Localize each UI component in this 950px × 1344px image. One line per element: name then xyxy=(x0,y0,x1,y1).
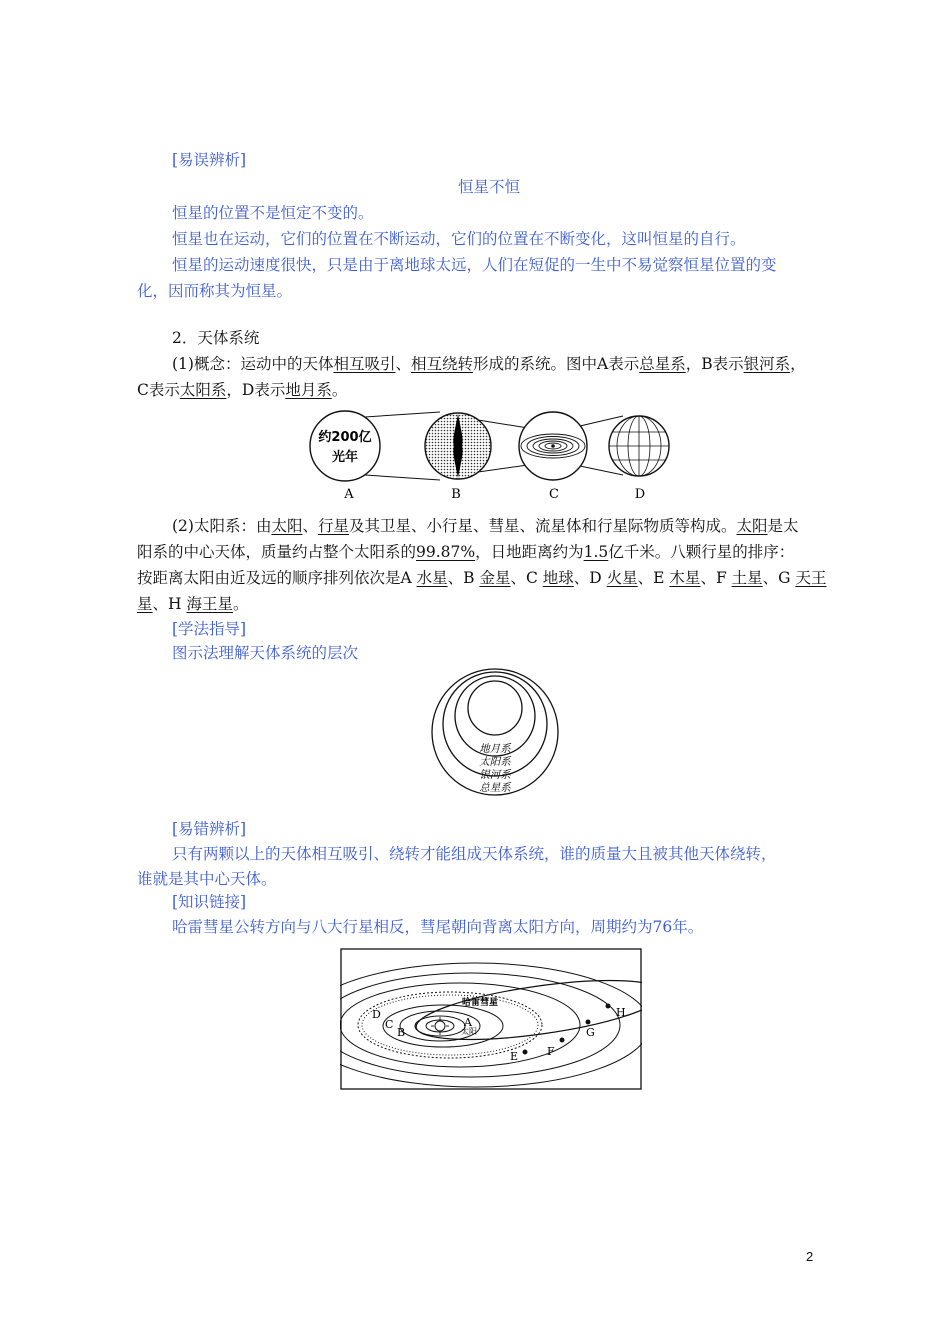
circle-a xyxy=(310,411,380,481)
text: 、 xyxy=(302,517,318,535)
text: (2)太阳系：由 xyxy=(172,517,272,535)
paragraph-line: 恒星也在运动，它们的位置在不断运动，它们的位置在不断变化，这叫恒星的自行。 xyxy=(172,230,746,248)
planet-letter-g: G xyxy=(586,1026,595,1039)
paragraph-line: 哈雷彗星公转方向与八大行星相反，彗尾朝向背离太阳方向，周期约为76年。 xyxy=(172,918,704,936)
fig2-label-2: 太阳系 xyxy=(479,756,511,768)
solar-line-1 xyxy=(172,514,799,536)
sun-icon xyxy=(435,1021,445,1031)
planet-letter-f: F xyxy=(547,1045,555,1058)
answer: 银河系 xyxy=(743,355,791,373)
fig1-letter-d: D xyxy=(634,487,646,502)
fig2-label-4: 总星系 xyxy=(479,782,511,794)
answer: 火星 xyxy=(606,569,638,587)
text: ， xyxy=(790,355,806,373)
planet-letter-b: B xyxy=(397,1026,406,1039)
text: ，D表示 xyxy=(226,381,286,399)
text: 、F xyxy=(700,569,732,587)
paragraph-line: 图示法理解天体系统的层次 xyxy=(172,644,359,662)
bracket-heading-1: [易误辨析] xyxy=(172,151,247,169)
answer: 海王星 xyxy=(186,595,233,613)
section-heading: 2．天体系统 xyxy=(172,329,260,347)
text: ，日地距离约为 xyxy=(475,543,584,561)
celestial-system-figure xyxy=(305,405,675,507)
bracket-heading-2: [学法指导] xyxy=(172,620,247,638)
text: 、E xyxy=(637,569,670,587)
planet-letter-h: H xyxy=(616,1006,626,1019)
answer: 相互吸引 xyxy=(333,355,396,373)
text: 、H xyxy=(152,595,187,613)
bracket-heading-3: [易错辨析] xyxy=(172,820,247,838)
solar-line-4 xyxy=(137,592,249,614)
connector xyxy=(365,475,440,480)
fig1-letter-c: C xyxy=(549,487,559,502)
answer: 星 xyxy=(137,595,153,613)
answer: 地月系 xyxy=(285,381,332,399)
fig2-label-3: 银河系 xyxy=(479,769,511,781)
connector xyxy=(580,466,623,475)
text: 、D xyxy=(573,569,607,587)
text: 按距离太阳由近及远的顺序排列依次是A xyxy=(137,569,417,587)
solar-line-2 xyxy=(137,540,794,562)
text: C表示 xyxy=(137,381,180,399)
answer: 金星 xyxy=(479,569,511,587)
comet-marker xyxy=(523,1050,528,1055)
sun-dot xyxy=(551,444,555,448)
paragraph-line: 恒星的运动速度很快，只是由于离地球太远，人们在短促的一生中不易觉察恒星位置的变 xyxy=(172,256,777,274)
text: 、C xyxy=(510,569,543,587)
answer: 总星系 xyxy=(639,355,686,373)
answer: 天王 xyxy=(795,569,827,587)
answer: 1.5 xyxy=(583,543,609,561)
solar-line-3 xyxy=(137,566,826,588)
fig2-label-1: 地月系 xyxy=(479,743,511,755)
text: 。 xyxy=(331,381,348,399)
connector xyxy=(580,416,623,426)
ring-earth-moon xyxy=(468,681,522,735)
answer: 太阳 xyxy=(271,517,303,535)
connector xyxy=(478,465,528,472)
sun-label: 太阳 xyxy=(461,1027,477,1036)
answer: 99.87% xyxy=(416,543,476,561)
comet-marker xyxy=(606,1004,611,1009)
text: 形成的系统。图中A表示 xyxy=(473,355,640,373)
comet-label: 哈雷彗星 xyxy=(461,998,499,1008)
text: 、 xyxy=(395,355,411,373)
answer: 土星 xyxy=(731,569,763,587)
planet-letter-e: E xyxy=(510,1050,519,1063)
comet-marker xyxy=(560,1038,565,1043)
answer: 太阳 xyxy=(736,517,768,535)
page-number: 2 xyxy=(806,1249,814,1264)
text: 、G xyxy=(762,569,796,587)
answer: 行星 xyxy=(318,517,350,535)
concept-line-1 xyxy=(172,352,806,374)
connector xyxy=(365,412,440,417)
fig1-letter-a: A xyxy=(344,487,354,502)
answer: 地球 xyxy=(542,569,574,587)
text: ，B表示 xyxy=(685,355,744,373)
text: 。 xyxy=(232,595,249,613)
halley-comet-figure xyxy=(340,948,642,1090)
fig1-label-2: 光年 xyxy=(331,450,359,465)
planet-letter-c: C xyxy=(385,1018,394,1031)
concept-line-2 xyxy=(137,378,347,400)
comet-marker xyxy=(586,1020,591,1025)
paragraph-line: 恒星的位置不是恒定不变的。 xyxy=(172,204,374,222)
paragraph-line: 谁就是其中心天体。 xyxy=(137,870,277,888)
text: 是太 xyxy=(767,517,799,535)
fig1-letter-b: B xyxy=(451,487,461,502)
text: 及其卫星、小行星、彗星、流星体和行星际物质等构成。 xyxy=(349,517,737,535)
fig1-label-1: 约200亿 xyxy=(318,430,372,445)
planet-letter-d: D xyxy=(372,1008,381,1021)
answer: 水星 xyxy=(416,569,448,587)
answer: 太阳系 xyxy=(179,381,227,399)
hierarchy-concentric-figure xyxy=(430,666,560,800)
planet-letter-a: A xyxy=(464,1016,472,1029)
answer: 木星 xyxy=(669,569,701,587)
text: 亿千米。八颗行星的排序： xyxy=(608,543,795,561)
answer: 相互绕转 xyxy=(411,355,474,373)
text: 、B xyxy=(447,569,480,587)
paragraph-line: 化，因而称其为恒星。 xyxy=(137,282,293,300)
bracket-heading-4: [知识链接] xyxy=(172,893,247,911)
paragraph-line: 只有两颗以上的天体相互吸引、绕转才能组成天体系统，谁的质量大且被其他天体绕转， xyxy=(172,845,777,863)
section-title: 恒星不恒 xyxy=(458,178,521,196)
text: 阳系的中心天体，质量约占整个太阳系的 xyxy=(137,543,417,561)
text: (1)概念：运动中的天体 xyxy=(172,355,334,373)
